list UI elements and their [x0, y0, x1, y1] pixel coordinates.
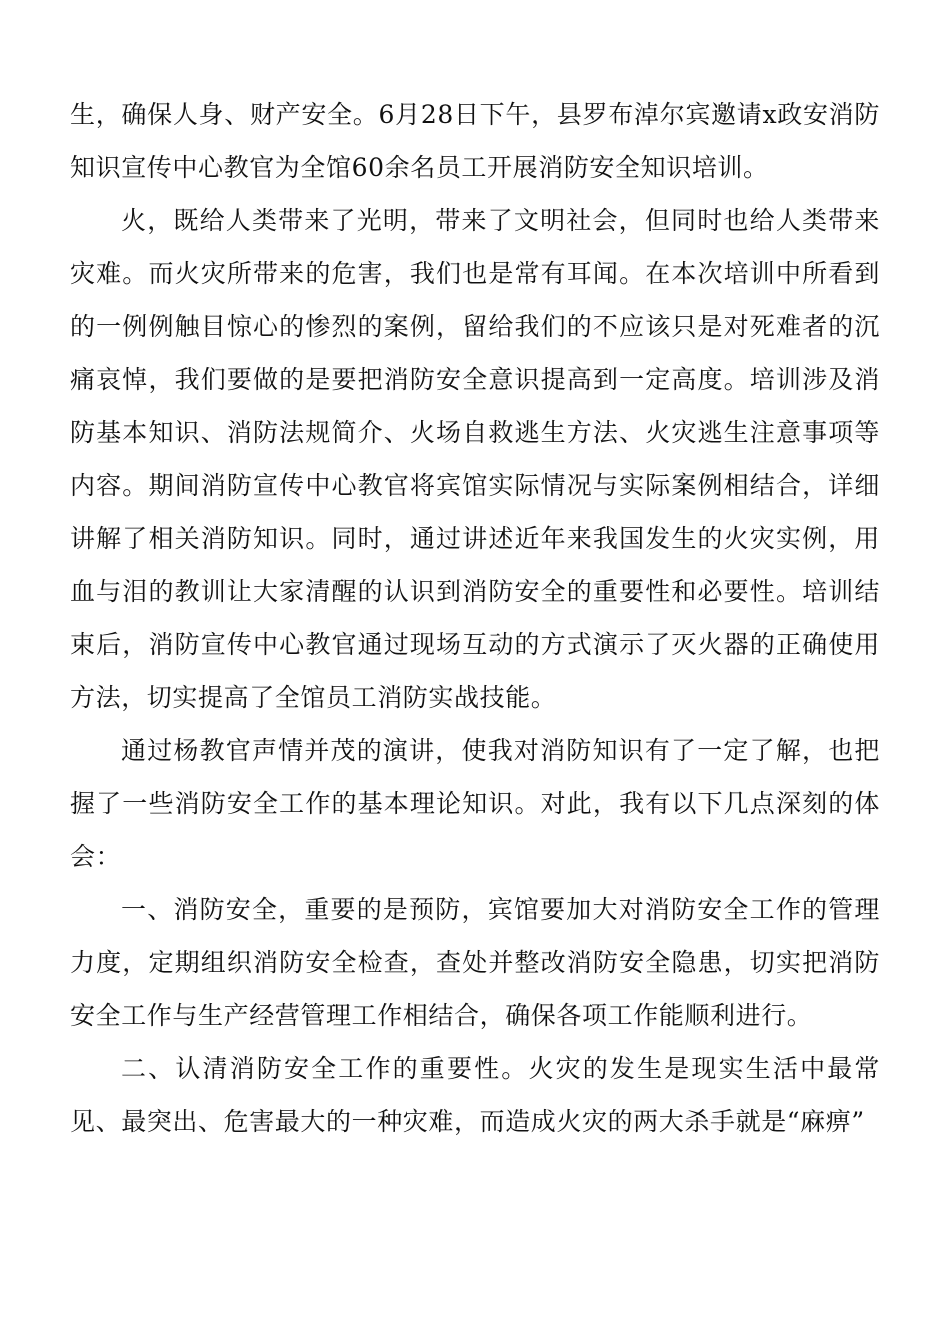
paragraph-5: 二、认清消防安全工作的重要性。火灾的发生是现实生活中最常见、最突出、危害最大的一种灾难，而造成火灾的两大杀手就是“麻痹” — [70, 1054, 880, 1136]
paragraph-2: 火，既给人类带来了光明，带来了文明社会，但同时也给人类带来灾难。而火灾所带来的危害，我们也是常有耳闻。在本次培训中所看到的一例例触目惊心的惨烈的案例，留给我们的不应该只是对死难者的沉痛哀悼，我们要做的是要把消防安全意识提高到一定高度。培训涉及消防基本知识、消防法规简介、火场自救逃生方法、火灾逃生注意事项等内容。期间消防宣传中心教官将宾馆实际情况与实际案例相结合，详细讲解了相关消防知识。同时，通过讲述近年来我国发生的火灾实例，用血与泪的教训让大家清醒的认识到消防安全的重要性和必要性。培训结束后，消防宣传中心教官通过现场互动的方式演示了灭火器的正确使用方法，切实提高了全馆员工消防实战技能。 — [70, 206, 880, 712]
paragraph-3: 通过杨教官声情并茂的演讲，使我对消防知识有了一定了解，也把握了一些消防安全工作的基本理论知识。对此，我有以下几点深刻的体会： — [70, 736, 880, 871]
paragraph-4: 一、消防安全，重要的是预防，宾馆要加大对消防安全工作的管理力度，定期组织消防安全检查，查处并整改消防安全隐患，切实把消防安全工作与生产经营管理工作相结合，确保各项工作能顺利进行。 — [70, 895, 880, 1030]
paragraph-1: 生，确保人身、财产安全。6月28日下午，县罗布淖尔宾邀请x政安消防知识宣传中心教官为全馆60余名员工开展消防安全知识培训。 — [70, 100, 880, 182]
document-body — [70, 88, 880, 1148]
